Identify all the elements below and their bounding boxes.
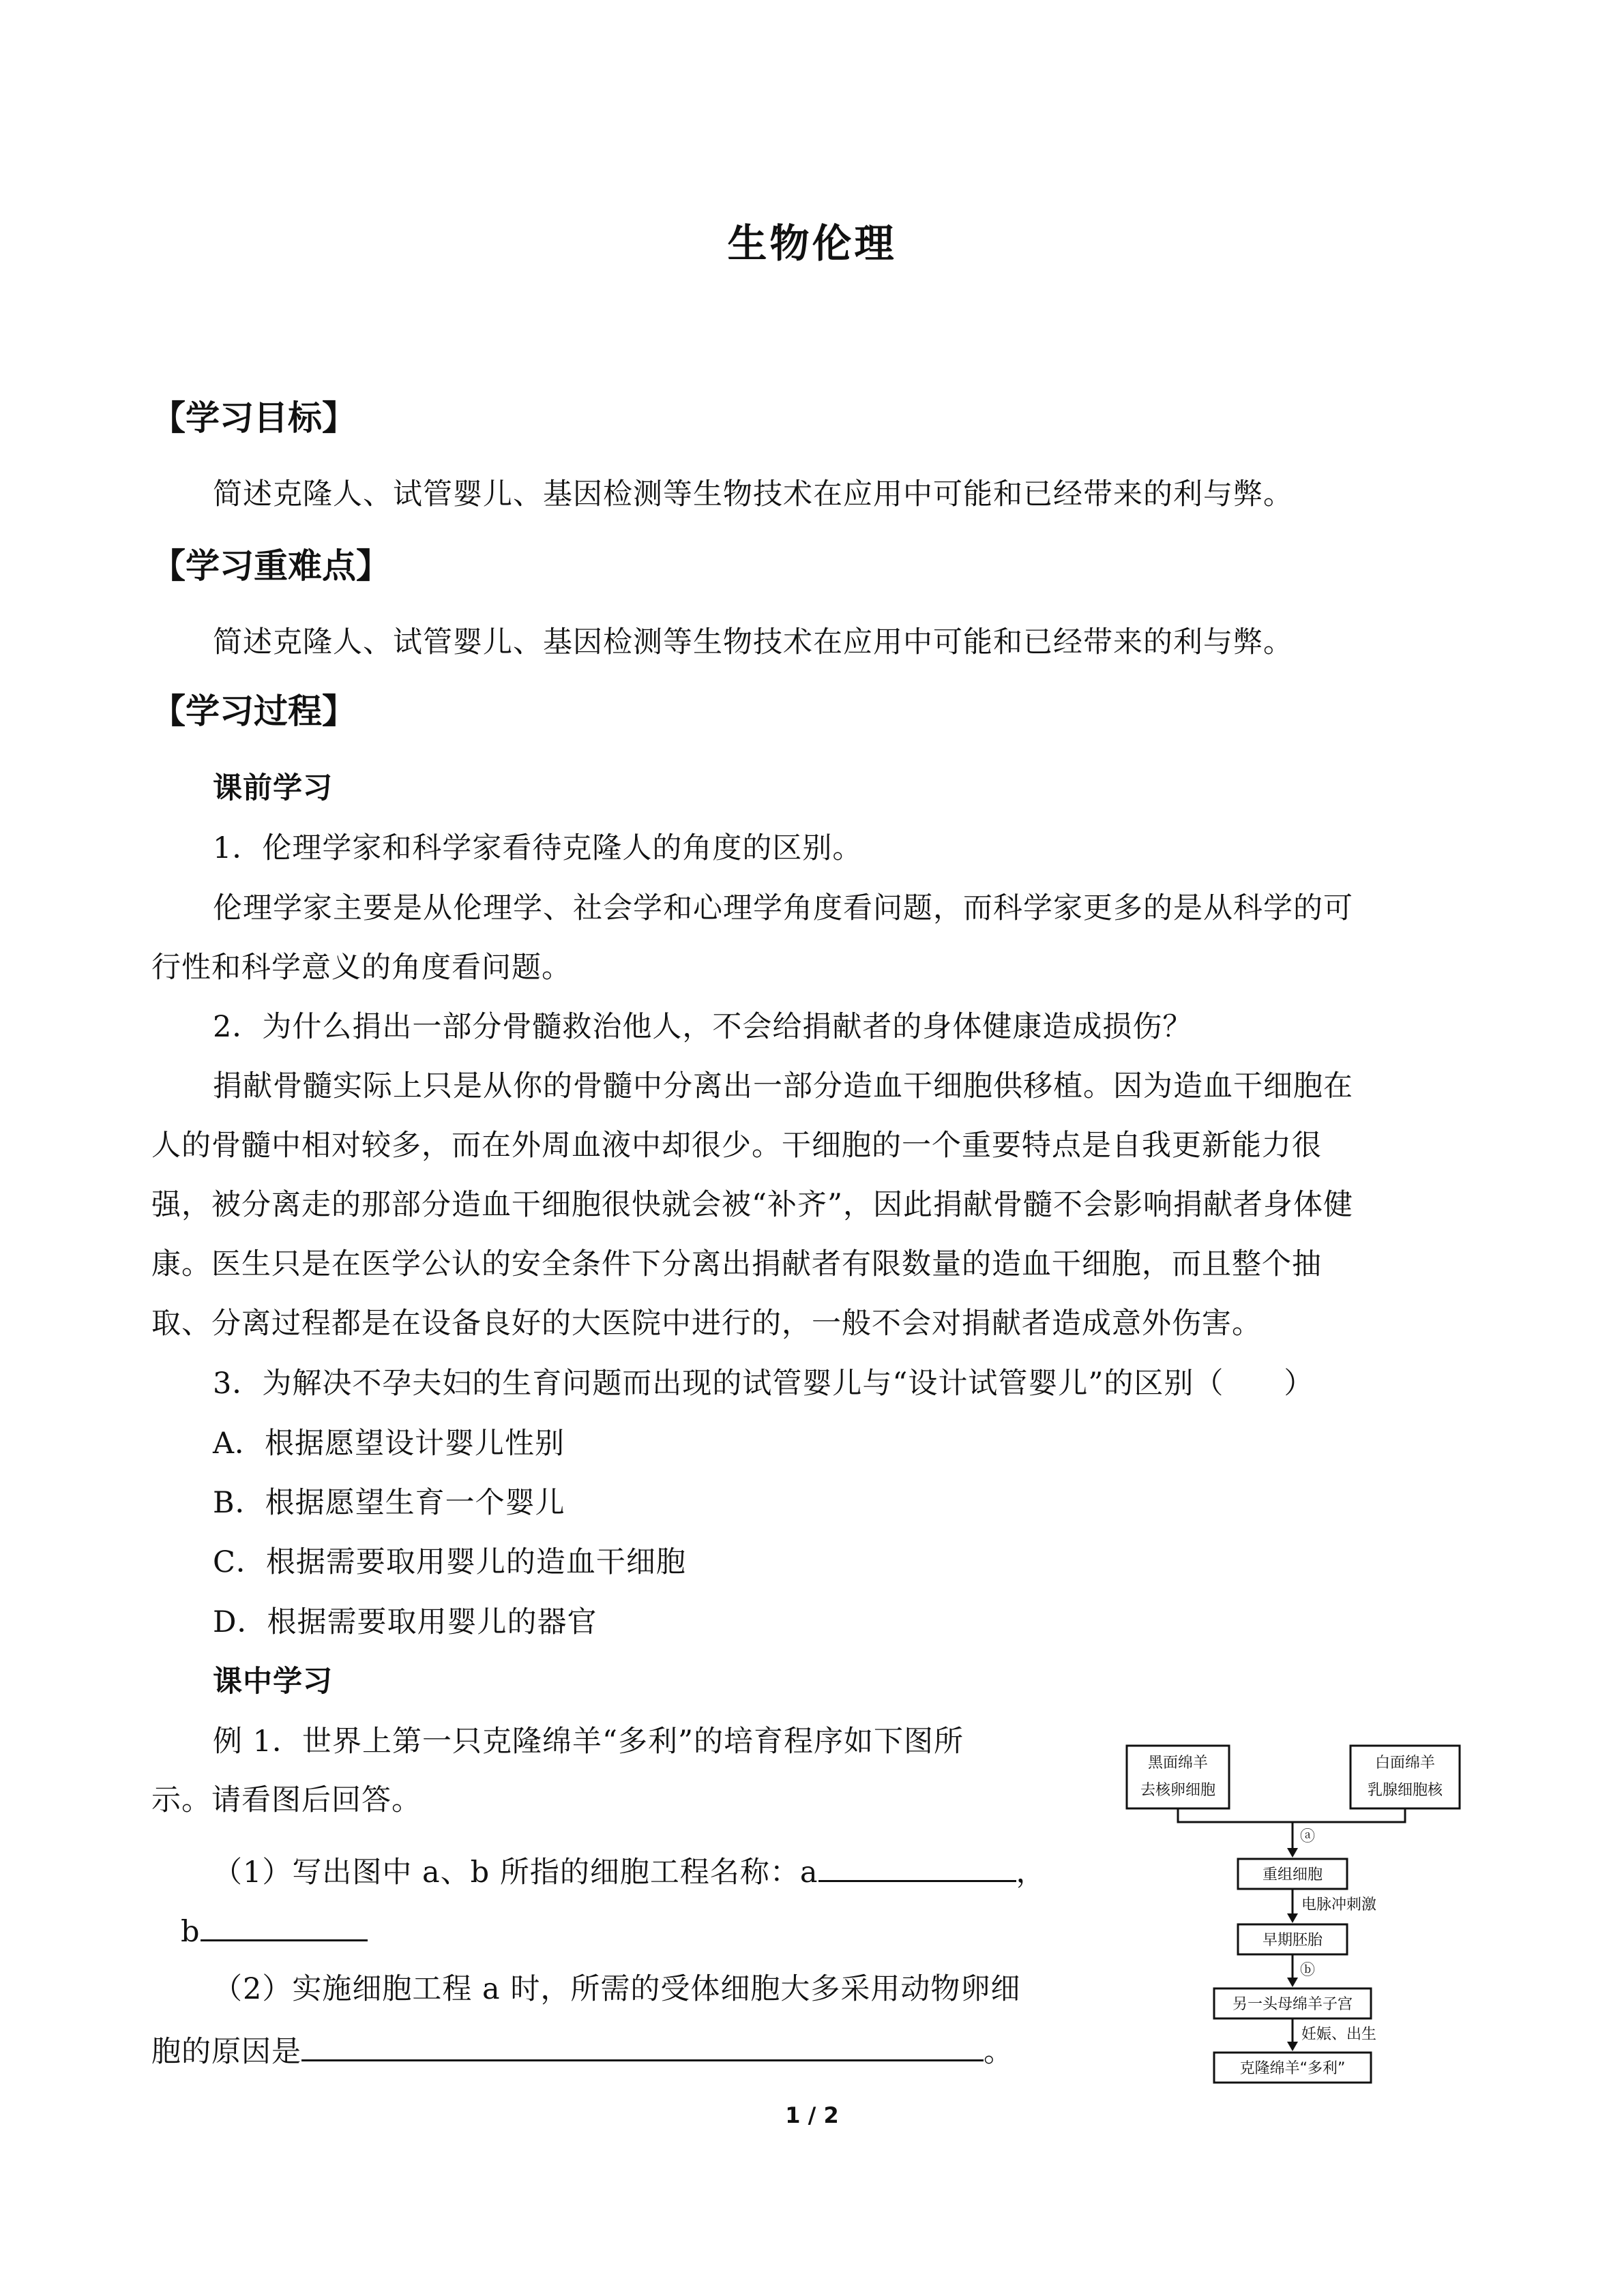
answer-blank-reason[interactable] [301,2029,984,2061]
box-embryo-text: 早期胚胎 [1262,1932,1323,1949]
example-1-line-1: 例 1．世界上第一只克隆绵羊“多利”的培育程序如下图所 [213,1725,964,1759]
sub-question-1-text: （1）写出图中 a、b 所指的细胞工程名称：a [213,1855,818,1890]
dolly-cloning-diagram [1119,1739,1473,2087]
page-title: 生物伦理 [727,220,897,267]
answer-1-line-1: 伦理学家主要是从伦理学、社会学和心理学角度看问题，而科学家更多的是从科学的可 [213,891,1353,925]
sub-question-1-b [181,1909,368,1952]
option-a: A．根据愿望设计婴儿性别 [213,1427,565,1461]
box-uterus-text: 另一头母绵羊子宫 [1232,1996,1353,2013]
process-heading: 【学习过程】 [151,691,356,731]
difficulty-heading: 【学习重难点】 [151,546,390,586]
answer-2-line-2: 人的骨髓中相对较多，而在外周血液中却很少。干细胞的一个重要特点是自我更新能力很 [151,1129,1322,1163]
option-c: C．根据需要取用婴儿的造血干细胞 [213,1545,686,1579]
sub-question-1-comma: ， [1016,1855,1046,1890]
goal-heading: 【学习目标】 [151,398,356,438]
answer-blank-b[interactable] [201,1909,368,1941]
answer-2-line-3: 强，被分离走的那部分造血干细胞很快就会被“补齐”，因此捐献骨髓不会影响捐献者身体健 [151,1188,1353,1222]
box-dolly-text: 克隆绵羊“多利” [1239,2060,1346,2077]
pre-class-label: 课前学习 [213,771,333,805]
box-right-line-2: 乳腺细胞核 [1367,1782,1443,1799]
difficulty-text: 简述克隆人、试管婴儿、基因检测等生物技术在应用中可能和已经带来的利与弊。 [213,625,1293,659]
answer-2-line-1: 捐献骨髓实际上只是从你的骨髓中分离出一部分造血干细胞供移植。因为造血干细胞在 [213,1069,1353,1103]
sub-question-1 [213,1850,1046,1892]
arrowhead-b [1287,1978,1298,1987]
answer-1-line-2: 行性和科学意义的角度看问题。 [151,951,572,985]
answer-blank-a[interactable] [818,1850,1016,1882]
question-2: 2．为什么捐出一部分骨髓救治他人，不会给捐献者的身体健康造成损伤？ [213,1010,1193,1044]
box-right-line-1: 白面绵羊 [1374,1755,1436,1772]
arrowhead-shock [1287,1913,1298,1923]
in-class-label: 课中学习 [213,1665,333,1699]
answer-2-line-5: 取、分离过程都是在设备良好的大医院中进行的，一般不会对捐献者造成意外伤害。 [151,1307,1262,1341]
answer-2-line-4: 康。医生只是在医学公认的安全条件下分离出捐献者有限数量的造血干细胞，而且整个抽 [151,1247,1322,1281]
page-number: 1 / 2 [785,2102,839,2128]
arrowhead-birth [1287,2042,1298,2051]
question-3: 3．为解决不孕夫妇的生育问题而出现的试管婴儿与“设计试管婴儿”的区别（ ） [213,1367,1314,1401]
sub-question-1-b-label: b [181,1915,201,1949]
option-d: D．根据需要取用婴儿的器官 [213,1605,597,1639]
sub-question-2-line-1: （2）实施细胞工程 a 时，所需的受体细胞大多采用动物卵细 [213,1972,1021,2006]
goal-text: 简述克隆人、试管婴儿、基因检测等生物技术在应用中可能和已经带来的利与弊。 [213,477,1293,511]
connector-right [1293,1808,1405,1822]
box-left-line-2: 去核卵细胞 [1140,1782,1216,1799]
connector-left [1178,1808,1293,1822]
step-shock: 电脉冲刺激 [1301,1896,1377,1913]
box-left-line-1: 黑面绵羊 [1147,1755,1209,1772]
sub-question-2-line-2 [151,2029,1014,2072]
example-1-line-2: 示。请看图后回答。 [151,1783,422,1817]
question-1: 1．伦理学家和科学家看待克隆人的角度的区别。 [213,831,863,865]
box-recombined-text: 重组细胞 [1262,1866,1323,1883]
arrowhead-a [1287,1848,1298,1858]
option-b: B．根据愿望生育一个婴儿 [213,1486,565,1520]
step-birth: 妊娠、出生 [1301,2026,1377,2043]
sub-question-2-end: 。 [984,2035,1014,2069]
sub-question-2-text: 胞的原因是 [151,2035,301,2069]
label-b: ⓑ [1300,1962,1316,1979]
label-a: ⓐ [1300,1828,1316,1845]
